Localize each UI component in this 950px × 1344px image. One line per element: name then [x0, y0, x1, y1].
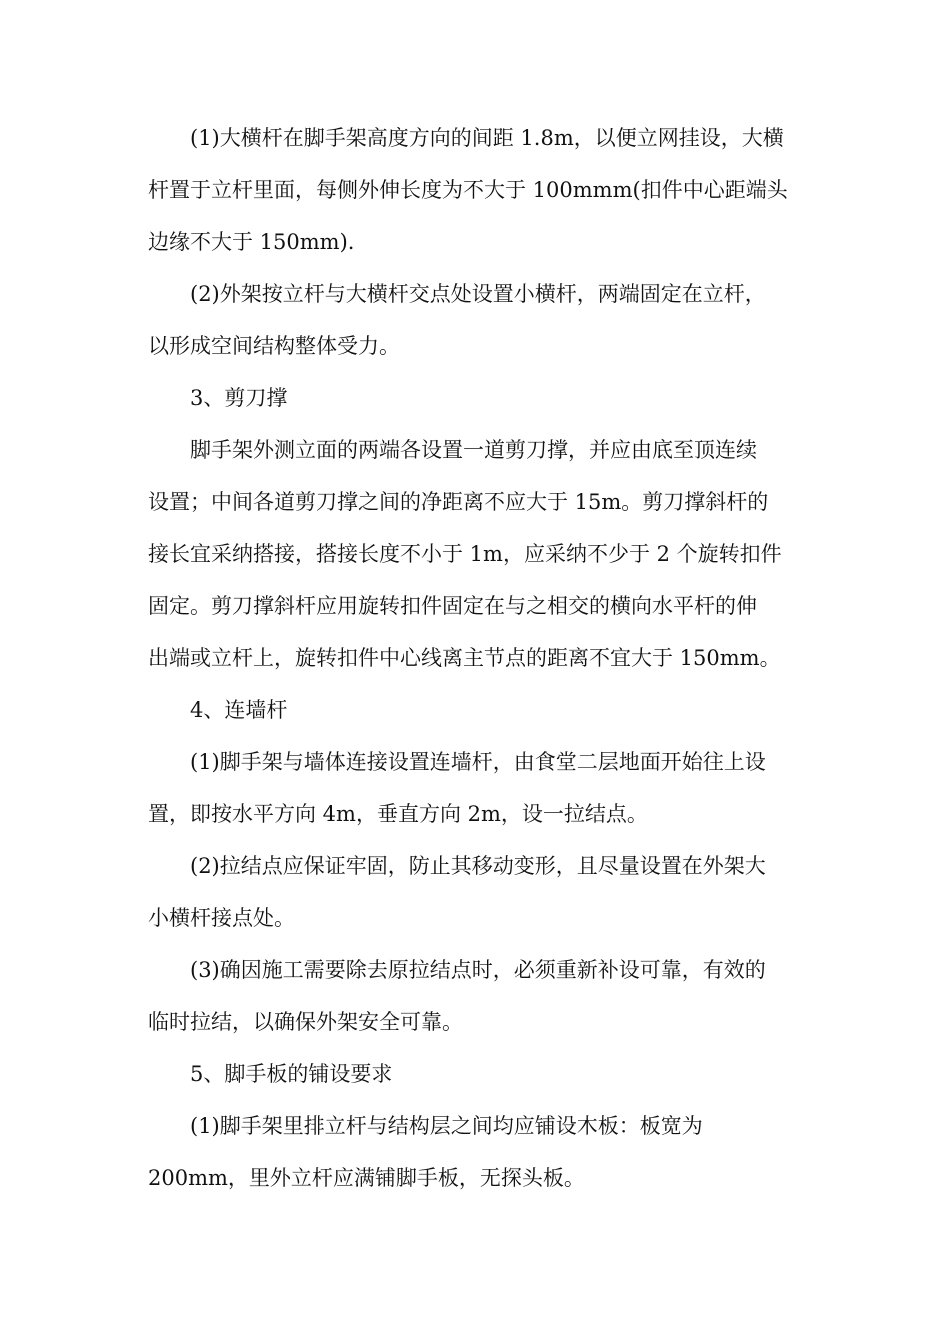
text-line: (1)脚手架与墙体连接设置连墙杆，由食堂二层地面开始往上设 — [190, 750, 766, 774]
text-line: (3)确因施工需要除去原拉结点时，必须重新补设可靠，有效的 — [190, 958, 766, 982]
text-line: 置，即按水平方向 4m，垂直方向 2m，设一拉结点。 — [148, 802, 648, 826]
paragraph-1 — [148, 112, 802, 268]
paragraph-10 — [148, 1100, 802, 1204]
text-line: 出端或立杆上，旋转扣件中心线离主节点的距离不宜大于 150mm。 — [148, 646, 781, 670]
text-line: 小横杆接点处。 — [148, 906, 295, 930]
document-page — [148, 112, 802, 1204]
text-line: 设置；中间各道剪刀撑之间的净距离不应大于 15m。剪刀撑斜杆的 — [148, 490, 769, 514]
text-line: 固定。剪刀撑斜杆应用旋转扣件固定在与之相交的横向水平杆的伸 — [148, 594, 757, 618]
paragraph-6 — [148, 736, 802, 840]
text-line: (2)外架按立杆与大横杆交点处设置小横杆，两端固定在立杆， — [190, 282, 766, 306]
paragraph-2 — [148, 268, 802, 372]
text-line: (1)脚手架里排立杆与结构层之间均应铺设木板：板宽为 — [190, 1114, 703, 1138]
text-line: 临时拉结，以确保外架安全可靠。 — [148, 1010, 463, 1034]
heading-text: 5、脚手板的铺设要求 — [190, 1062, 393, 1086]
text-line: 杆置于立杆里面，每侧外伸长度为不大于 100mmm(扣件中心距端头 — [148, 178, 788, 202]
section-heading-4 — [148, 684, 802, 736]
paragraph-4 — [148, 424, 802, 684]
section-heading-5 — [148, 1048, 802, 1100]
paragraph-8 — [148, 944, 802, 1048]
section-heading-3 — [148, 372, 802, 424]
text-line: (2)拉结点应保证牢固，防止其移动变形，且尽量设置在外架大 — [190, 854, 766, 878]
heading-text: 3、剪刀撑 — [190, 386, 288, 410]
text-line: 边缘不大于 150mm). — [148, 230, 355, 254]
text-line: 接长宜采纳搭接，搭接长度不小于 1m，应采纳不少于 2 个旋转扣件 — [148, 542, 782, 566]
heading-text: 4、连墙杆 — [190, 698, 288, 722]
text-line: 以形成空间结构整体受力。 — [148, 334, 400, 358]
text-line: 脚手架外测立面的两端各设置一道剪刀撑，并应由底至顶连续 — [190, 438, 757, 462]
text-line: (1)大横杆在脚手架高度方向的间距 1.8m，以便立网挂设，大横 — [190, 126, 784, 150]
text-line: 200mm，里外立杆应满铺脚手板，无探头板。 — [148, 1166, 585, 1190]
paragraph-7 — [148, 840, 802, 944]
